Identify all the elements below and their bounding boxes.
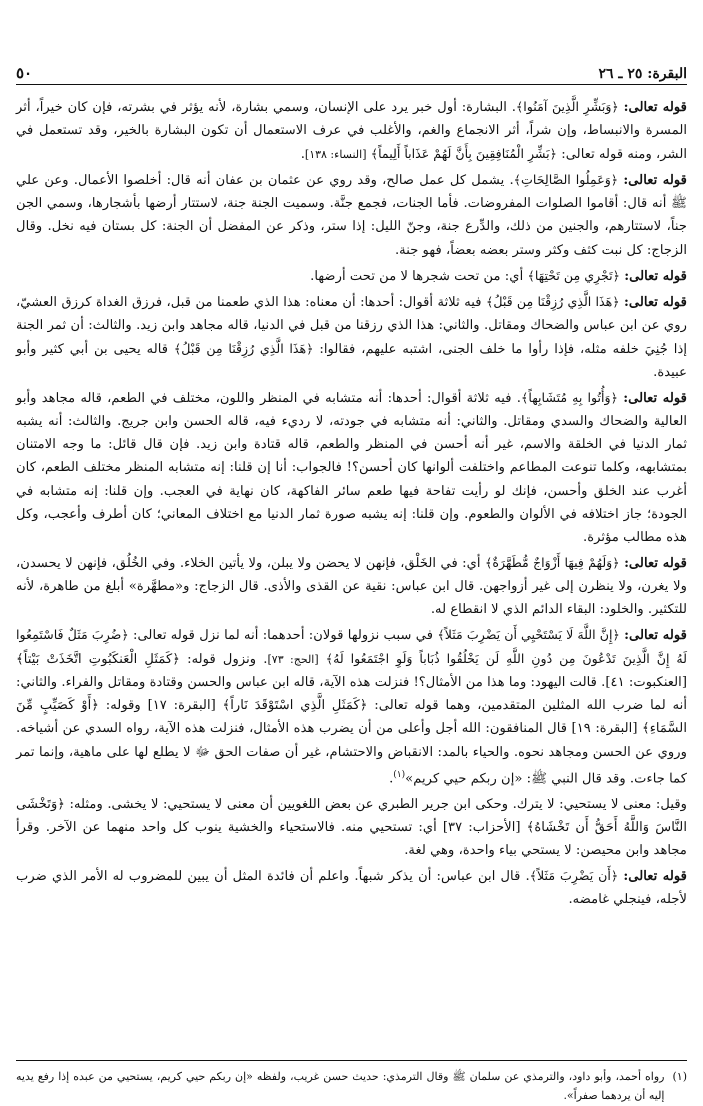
paragraph-lead: قوله تعالى: <box>624 294 687 310</box>
paragraph-text: . ونزول قوله: ﴿كَمَثَلِ الْعَنكَبُوتِ اتَّخَذَتْ بَيْتاً﴾ [العنكبوت: ٤١]. قالت اليهود: وما هذا من الأمثال؟! فنزلت هذه الآية، قاله ابن عباس والحسن وقتادة ومقاتل والفراء. والثاني: أنه لما ضرب الله المثلين المتقدمين، وهما قوله تعالى: ﴿كَمَثَلِ الَّذِي اسْتَوْقَدَ نَاراً﴾ [البقرة: ١٧] وقوله: ﴿أَوْ كَصَيِّبٍ مِّنَ السَّمَاءِ﴾ [البقرة: ١٩] قال المنافقون: الله أجل وأعلى من أن يضرب هذه الأمثال، فنزلت هذه الآية، رواه السدي عن أشياخه. وروي عن الحسن ومجاهد نحوه. والحياء بالمد: الانقباض والاحتشام، غير أن صفات الحق ﷻ لا يطلع لها على ماهية، وإنما تمر كما جاءت. وقد قال النبي ﷺ: «إن ربكم حيي كريم» <box>16 652 687 787</box>
paragraph-text: وقيل: معنى لا يستحيي: لا يترك. وحكى ابن جرير الطبري عن بعض اللغويين أن معنى لا يستحيي: لا يخشى. ومثله: ﴿وَتَخْشَى النَّاسَ وَاللَّهُ أَحَقُّ أَن تَخْشَاهُ﴾ [الأحزاب: ٣٧] أي: تستحيي منه. فالاستحياء والخشية ينوب كل واحد منهما عن الآخر. وقرأ مجاهد وابن محيصن: لا يستحي بياء واحدة، وهي لغة. <box>16 797 687 859</box>
paragraph <box>16 623 687 790</box>
footnote <box>16 1060 687 1105</box>
paragraph-text: . قال ابن عباس: أن يذكر شبهاً. واعلم أن فائدة المثل أن يبين للمضروب له الأمر الذي ضرب لأجله، فينجلي غامضه. <box>16 869 687 908</box>
paragraph <box>16 168 687 261</box>
paragraph-lead: قوله تعالى: <box>623 173 687 189</box>
page-number: ٥٠ <box>16 64 33 82</box>
quran-quote: ﴿وَأُتُوا بِهِ مُتَشَابِهاً﴾ <box>520 390 618 406</box>
footnote-text: رواه أحمد، وأبو داود، والترمذي عن سلمان ﷺ وقال الترمذي: حديث حسن غريب، ولفظه «إن ربكم حيي كريم، يستحيي من عبده إذا رفع يديه إليه أن يردهما صفراً». <box>16 1070 665 1102</box>
citation: [النساء: ١٣٨] <box>304 148 367 162</box>
paragraph-lead: قوله تعالى: <box>623 869 687 885</box>
paragraph-text: . فيه ثلاثة أقوال: أحدها: أنه متشابه في المنظر واللون، مختلف في الطعم، قاله مجاهد وأبو العالية والضحاك والسدي ومقاتل. والثاني: أنه متشابه في جودته، لا رديء فيه، قاله الحسن وابن جريج. والثالث: أنه يشبه ثمار الدنيا في الخلقة والاسم، غير أنه أحسن في المنظر والطعم، قاله قتادة وابن زيد. فإن قال قائل: ما وجه الامتنان بمتشابهه، وكلما تنوعت المطاعم واختلفت ألوانها كان أحسن؟! فالجواب: أنا إن قلنا: إنه متشابه المنظر مختلف الطعم، كان أغرب عند الخلق وأحسن، فإنك لو رأيت تفاحة فيها طعم سائر الفاكهة، كان نهاية في العجب. وإن قلنا: إنه متشابه في الجودة؛ جاز اختلافه في الألوان والطعوم. وإن قلنا: إنه يشبه صورة ثمار الدنيا مع اختلاف المعاني؛ كان أطرف وأعجب، وكل هذه مطالب مؤثرة. <box>16 391 687 545</box>
quran-quote: ﴿بَشِّرِ الْمُنَافِقِينَ بِأَنَّ لَهُمْ عَذَاباً أَلِيماً﴾ <box>370 146 558 162</box>
paragraph-text: . البشارة: أول خبر يرد على الإنسان، وسمي بشارة، لأنه يؤثر في بشرته، فإن كان خيراً، أثر المسرة والانبساط، وإن شراً، أثر الانجماع والغم، والأغلب في عرف الاستعمال أن تكون البشارة بالخير، وقد تستعمل في الشر، ومنه قوله تعالى: <box>16 100 687 163</box>
paragraph <box>16 792 687 862</box>
paragraph-text: . يشمل كل عمل صالح، وقد روي عن عثمان بن عفان أنه قال: أخلصوا الأعمال. وعن علي ﷺ أنه قال: أقاموا الصلوات المفروضات. فأما الجنات، فجمع جنَّة. وسميت الجنة جنة، لاستتار أرضها بأشجارها، وسمي الجن جناً، لاستتارهم، والجنين من ذلك، والدِّرع جنة، وجنّ الليل: إذا ستر، وذكر عن المفضل أن الجنة: كل بستان فيه نخل. وقال الزجاج: كل نبت كثف وكثر وستر بعضه بعضاً، فهو جنة. <box>16 173 687 258</box>
quran-quote: ﴿إِنَّ اللَّهَ لَا يَسْتَحْيِي أَن يَضْرِبَ مَثَلاً﴾ <box>437 627 620 643</box>
paragraph-text: . <box>300 147 305 163</box>
footnote-marker: (١) <box>672 1070 687 1083</box>
paragraph <box>16 551 687 621</box>
quran-quote: ﴿ضُرِبَ مَثَلٌ فَاسْتَمِعُوا لَهُ إِنَّ الَّذِينَ تَدْعُونَ مِن دُونِ اللَّهِ لَن يَخْلُقُوا ذُبَاباً وَلَوِ اجْتَمَعُوا لَهُ﴾ <box>16 627 687 667</box>
paragraph <box>16 386 687 549</box>
paragraph <box>16 864 687 911</box>
paragraph-lead: قوله تعالى: <box>624 628 687 644</box>
paragraph-text: فيه ثلاثة أقوال: أحدها: أن معناه: هذا الذي طعمنا من قبل، فرزق الغداة كرزق العشيّ، روي عن ابن عباس والضحاك ومقاتل. والثاني: هذا الذي رزقنا من قبل في الدنيا، قاله مجاهد وابن زيد. والثالث: أن ثمر الجنة إذا جُنِيَ خلفه مثله، فإذا رأوا ما خلف الجنى، اشتبه عليهم، فقالوا: <box>16 294 688 357</box>
paragraph-lead: قوله تعالى: <box>623 391 687 407</box>
paragraph-text: . <box>389 771 394 787</box>
footnote-ref[interactable]: (١) <box>393 769 406 780</box>
paragraph-lead: قوله تعالى: <box>624 268 687 284</box>
paragraph <box>16 264 687 288</box>
quran-quote: ﴿وَلَهُمْ فِيهَا أَزْوَاجٌ مُّطَهَّرَةٌ﴾ <box>484 554 620 570</box>
paragraph-text: أي: من تحت شجرها لا من تحت أرضها. <box>310 268 528 284</box>
paragraph-text: أي: في الخَلْق، فإنهن لا يحضن ولا يبلن، ولا يأتين الخلاء. وفي الخُلُق، فإنهن لا يحسدن، ولا يغرن، ولا ينظرن إلى غير أزواجهن. قال ابن عباس: نقية عن القذى والأذى. قال الزجاج: و«مطهَّرة» أبلغ من طاهرة، لأنه للتكثير. والخلود: البقاء الدائم الذي لا انقطاع له. <box>16 555 687 617</box>
page-body <box>16 95 687 914</box>
quran-quote: ﴿وَبَشِّرِ الَّذِينَ آمَنُوا﴾ <box>515 99 619 114</box>
quran-quote: ﴿هَذَا الَّذِي رُزِقْنَا مِن قَبْلُ﴾ <box>485 293 620 309</box>
paragraph-text: في سبب نزولها قولان: أحدهما: أنه لما نزل قوله تعالى: <box>133 628 438 644</box>
quran-quote: ﴿تَجْرِي مِن تَحْتِهَا﴾ <box>527 267 621 283</box>
quran-quote: ﴿هَذَا الَّذِي رُزِقْنَا مِن قَبْلُ﴾ <box>173 340 314 356</box>
paragraph-lead: قوله تعالى: <box>623 100 687 115</box>
quran-quote: ﴿أَن يَضْرِبَ مَثَلاً﴾ <box>529 868 619 884</box>
paragraph <box>16 290 687 384</box>
paragraph <box>16 95 687 166</box>
citation: [الحج: ٧٣] <box>267 653 319 667</box>
paragraph-lead: قوله تعالى: <box>624 555 687 571</box>
paragraph-text: قاله يحيى بن أبي كثير وأبو عبيدة. <box>16 341 687 381</box>
quran-quote: ﴿وَعَمِلُوا الصَّالِحَاتِ﴾ <box>513 172 619 188</box>
running-title: البقرة: ٢٥ ـ ٢٦ <box>598 66 687 82</box>
running-header <box>16 60 687 85</box>
